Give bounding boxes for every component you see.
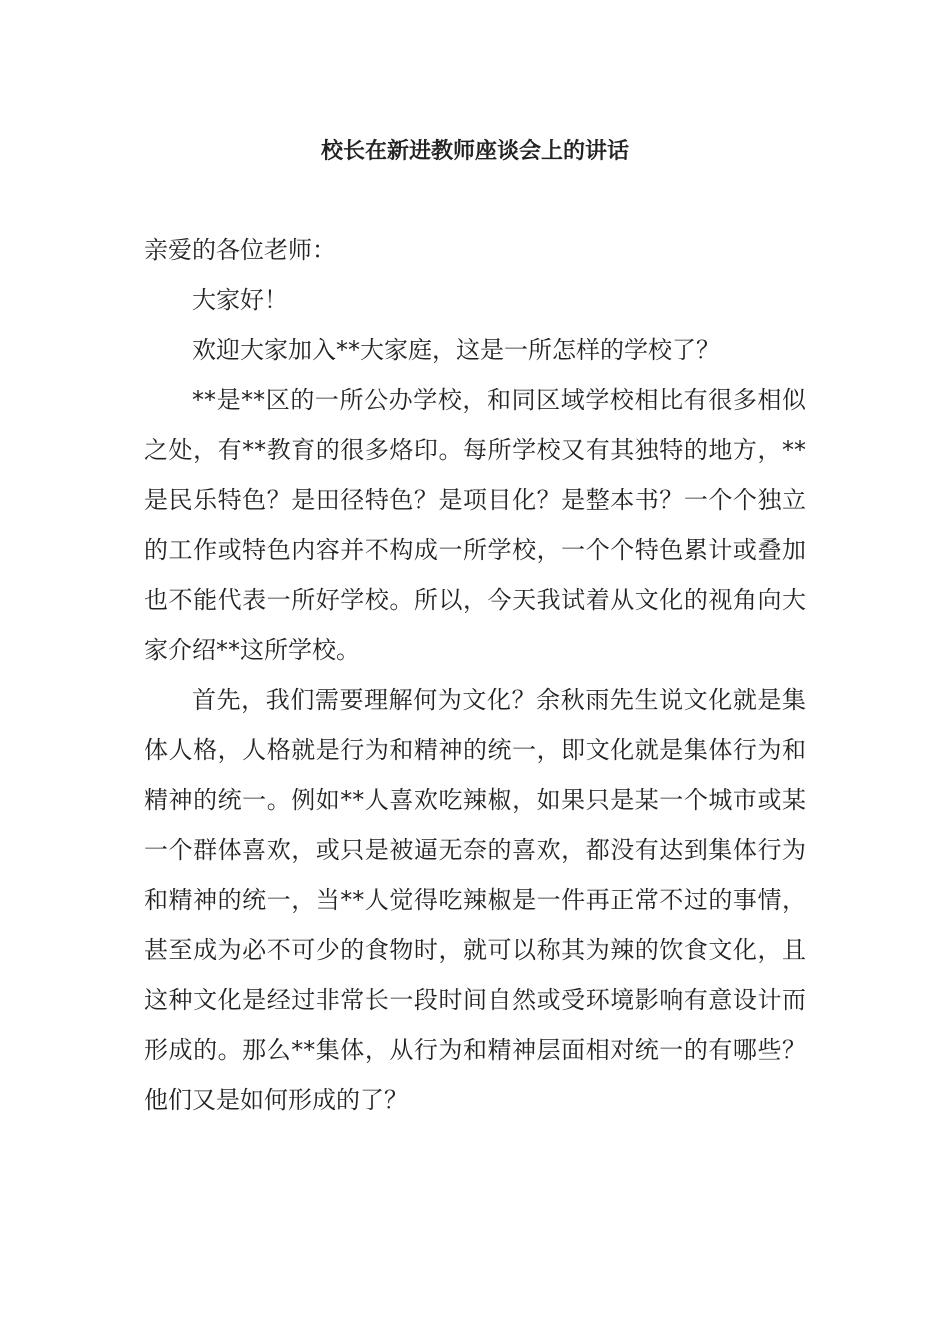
text-line: 是民乐特色？是田径特色？是项目化？是整本书？一个个独立 <box>144 486 806 514</box>
text-line: 之处，有**教育的很多烙印。每所学校又有其独特的地方，** <box>144 436 806 464</box>
document-title: 校长在新进教师座谈会上的讲话 <box>320 139 629 164</box>
document-body <box>144 225 806 1125</box>
text-line: 精神的统一。例如**人喜欢吃辣椒，如果只是某一个城市或某 <box>144 786 806 814</box>
text-line: 他们又是如何形成的了？ <box>144 1086 408 1114</box>
text-line: 首先，我们需要理解何为文化？余秋雨先生说文化就是集 <box>192 686 806 714</box>
paragraph <box>144 675 806 1125</box>
text-line: 形成的。那么**集体，从行为和精神层面相对统一的有哪些？ <box>144 1036 806 1064</box>
text-line: 欢迎大家加入**大家庭，这是一所怎样的学校了？ <box>192 336 720 364</box>
text-line: 亲爱的各位老师： <box>144 236 336 264</box>
text-line: 这种文化是经过非常长一段时间自然或受环境影响有意设计而 <box>144 986 806 1014</box>
text-line: 和精神的统一，当**人觉得吃辣椒是一件再正常不过的事情， <box>144 886 806 914</box>
text-line: 家介绍**这所学校。 <box>144 636 360 664</box>
text-line: **是**区的一所公办学校，和同区域学校相比有很多相似 <box>192 386 806 414</box>
paragraph <box>144 375 806 675</box>
text-line: 一个群体喜欢，或只是被逼无奈的喜欢，都没有达到集体行为 <box>144 836 806 864</box>
text-line: 也不能代表一所好学校。所以，今天我试着从文化的视角向大 <box>144 586 806 614</box>
text-line: 大家好！ <box>192 286 288 314</box>
paragraph <box>144 275 806 325</box>
text-line: 甚至成为必不可少的食物时，就可以称其为辣的饮食文化，且 <box>144 936 806 964</box>
paragraph <box>144 325 806 375</box>
text-line: 的工作或特色内容并不构成一所学校，一个个特色累计或叠加 <box>144 536 806 564</box>
text-line: 体人格，人格就是行为和精神的统一，即文化就是集体行为和 <box>144 736 806 764</box>
paragraph <box>144 225 806 275</box>
